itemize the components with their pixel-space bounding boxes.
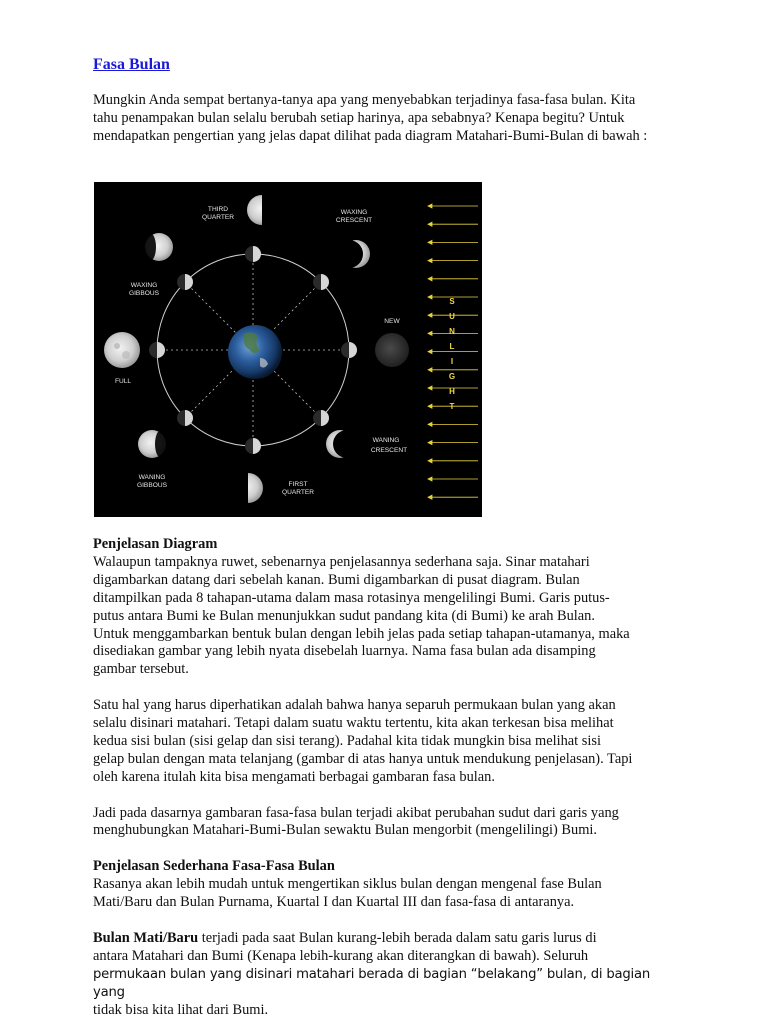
intro-paragraph: Mungkin Anda sempat bertanya-tanya apa yang menyebabkan terjadinya fasa-fasa bulan. Kita tahu penampakan bulan selalu berubah setiap harinya, apa sebabnya? Kenapa begitu? Untuk mendapatkan pengertian yang jelas dapat dilihat pada diagram Matahari-Bumi-Bulan di bawah : <box>93 92 648 144</box>
moon-full <box>104 332 140 368</box>
sunlight-arrow-head <box>428 422 432 426</box>
para2-line: Satu hal yang harus diperhatikan adalah bahwa hanya separuh permukaan bulan yang akan <box>93 697 616 714</box>
sunlight-arrow-head <box>428 331 432 335</box>
label-waning-gibbous-line2: GIBBOUS <box>136 482 168 489</box>
sunlight-arrow-head <box>428 441 432 445</box>
para5-line4: tidak bisa kita lihat dari Bumi. <box>93 1001 269 1018</box>
moon-waxing-crescent <box>335 240 370 268</box>
moon-new <box>375 333 409 367</box>
section-heading-diagram: Penjelasan Diagram <box>93 536 218 552</box>
label-full: FULL <box>114 378 132 385</box>
para5-line3: permukaan bulan yang disinari matahari berada di bagian “belakang” bulan, di bagian yang <box>93 966 651 1000</box>
para5-first-rest: terjadi pada saat Bulan kurang-lebih berada dalam satu garis lurus di <box>198 929 597 946</box>
moon-waxing-gibbous <box>144 233 173 261</box>
document-page <box>93 54 683 146</box>
sunlight-letter: L <box>449 342 455 351</box>
para2-line: oleh karena itulah kita bisa mengamati berbagai gambaran fasa bulan. <box>93 768 495 785</box>
sunlight-arrow-head <box>428 295 432 299</box>
body-text <box>93 536 683 1019</box>
section2-line: Rasanya akan lebih mudah untuk mengertikan siklus bulan dengan mengenal fase Bulan <box>93 876 602 893</box>
label-waxing-crescent-line2: CRESCENT <box>335 217 373 224</box>
section-heading-simple: Penjelasan Sederhana Fasa-Fasa Bulan <box>93 858 335 875</box>
moon-third-quarter <box>247 194 278 226</box>
label-waning-crescent-line1: WANING <box>372 437 400 444</box>
para3-line: menghubungkan Matahari-Bumi-Bulan sewaktu Bulan mengorbit (mengelilingi) Bumi. <box>93 822 597 839</box>
section2-line: Mati/Baru dan Bulan Purnama, Kuartal I dan Kuartal III dan fasa-fasa di antaranya. <box>93 894 575 911</box>
sunlight-letter: T <box>449 402 455 411</box>
label-waning-gibbous-line1: WANING <box>138 474 166 481</box>
label-new: NEW <box>384 318 400 325</box>
sunlight-arrow-head <box>428 277 432 281</box>
sunlight-arrow-head <box>428 350 432 354</box>
moon-waning-gibbous <box>138 430 167 458</box>
section1-line: Walaupun tampaknya ruwet, sebenarnya penjelasannya sederhana saja. Sinar matahari <box>93 553 590 570</box>
label-third-quarter-line1: THIRD <box>207 206 229 213</box>
label-waxing-gibbous-line2: GIBBOUS <box>128 290 160 297</box>
sunlight-arrow-head <box>428 404 432 408</box>
section1-line: putus antara Bumi ke Bulan menunjukkan sudut pandang kita (di Bumi) ke arah Bulan. <box>93 607 595 624</box>
sunlight-arrow-head <box>428 204 432 208</box>
para3-line: Jadi pada dasarnya gambaran fasa-fasa bulan terjadi akibat perubahan sudut dari garis yang <box>93 804 619 821</box>
para2-line: kedua sisi bulan (sisi gelap dan sisi terang). Padahal kita tidak mungkin bisa melihat sisi <box>93 732 601 749</box>
sunlight-arrow-head <box>428 222 432 226</box>
sunlight-arrow-head <box>428 313 432 317</box>
label-waxing-crescent-line1: WAXING <box>340 209 368 216</box>
para2-line: selalu disinari matahari. Tetapi dalam suatu waktu tertentu, kita akan terkesan bisa melihat <box>93 715 614 732</box>
para5-lead: Bulan Mati/Baru <box>93 929 199 946</box>
sunlight-arrow-head <box>428 495 432 499</box>
para2-line: gelap bulan dengan mata telanjang (gambar di atas hanya untuk mendukung penjelasan). Tapi <box>93 750 633 767</box>
label-waxing-gibbous-line1: WAXING <box>130 282 158 289</box>
para5-line1 <box>93 930 683 948</box>
sunlight-arrow-head <box>428 368 432 372</box>
moon-phase-diagram <box>94 182 482 517</box>
sunlight-letter: U <box>449 312 455 321</box>
sunlight-arrows <box>428 204 478 499</box>
sunlight-arrow-head <box>428 477 432 481</box>
moon-waning-crescent <box>326 430 361 458</box>
page-title-link[interactable]: Fasa Bulan <box>93 56 170 73</box>
section1-line: gambar tersebut. <box>93 661 189 678</box>
sunlight-letter: S <box>449 297 455 306</box>
label-third-quarter-line2: QUARTER <box>201 214 235 221</box>
label-waning-crescent-line2: CRESCENT <box>370 447 408 454</box>
sunlight-arrow-head <box>428 386 432 390</box>
sunlight-letter: N <box>449 327 455 336</box>
section1-line: ditampilkan pada 8 tahapan-utama dalam masa rotasinya mengelilingi Bumi. Garis putus- <box>93 589 610 606</box>
moon-phase-diagram-svg <box>94 182 482 517</box>
section1-line: digambarkan datang dari sebelah kanan. Bumi digambarkan di pusat diagram. Bulan <box>93 571 580 588</box>
para5-line2: antara Matahari dan Bumi (Kenapa lebih-kurang akan diterangkan di bawah). Seluruh <box>93 947 589 964</box>
sunlight-arrow-head <box>428 259 432 263</box>
sunlight-arrow-head <box>428 240 432 244</box>
sunlight-arrow-head <box>428 459 432 463</box>
section1-line: Untuk menggambarkan bentuk bulan dengan lebih jelas pada setiap tahapan-utamanya, maka <box>93 625 630 642</box>
label-first-quarter-line1: FIRST <box>288 481 308 488</box>
sunlight-label <box>449 297 455 411</box>
label-first-quarter-line2: QUARTER <box>281 489 315 496</box>
section1-line: disediakan gambar yang lebih nyata disebelah luarnya. Nama fasa bulan ada disamping <box>93 643 596 660</box>
moon-first-quarter <box>232 472 263 504</box>
sunlight-letter: G <box>448 372 456 381</box>
sunlight-letter: H <box>449 387 455 396</box>
sunlight-letter: I <box>450 357 454 366</box>
